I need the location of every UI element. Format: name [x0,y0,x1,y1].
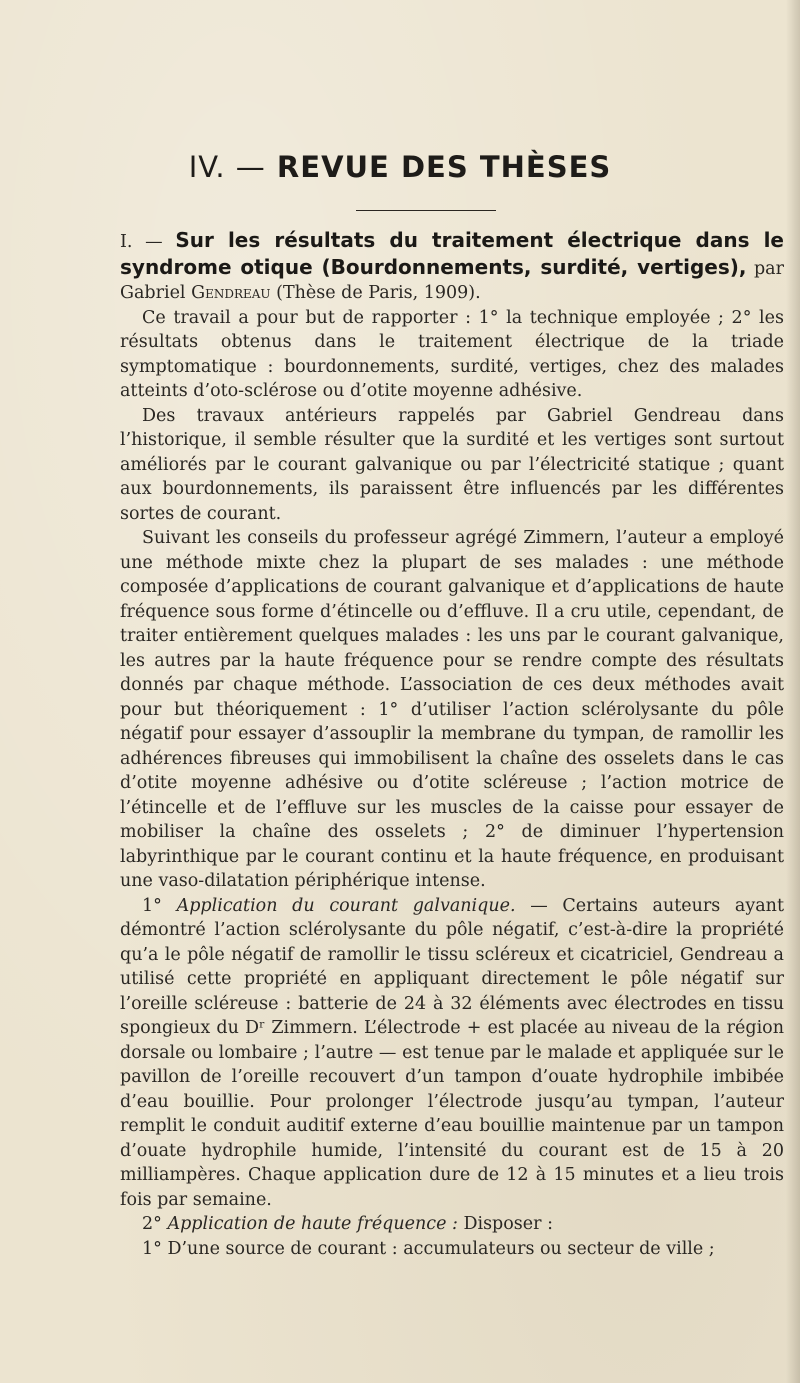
paragraph-method: Suivant les conseils du professeur agrégé Zimmern, l’auteur a employé une méthode mixte chez la plupart de ses malades : une méthode composée d’applications de courant galvanique et d’applications de haute fréquence sous forme d’étincelle ou d’effluve. Il a cru utile, cependant, de traiter entièrement quelques malades : les uns par le courant galvanique, les autres par la haute fréquence pour se rendre compte des résultats donnés par chaque méthode. L’association de ces deux méthodes avait pour but théoriquement : 1° d’utiliser l’action sclérolysante du pôle négatif pour essayer d’assouplir la membrane du tympan, de ramollir les adhérences fibreuses qui immobilisent la chaîne des osselets dans le cas d’otite moyenne adhésive ou d’otite scléreuse ; l’action motrice de l’étincelle et de l’effluve sur les muscles de la caisse pour essayer de mobiliser la chaîne des osselets ; 2° de diminuer l’hypertension labyrinthique par le courant continu et la haute fréquence, en produisant une vaso-dilatation périphérique intense. [120,528,784,891]
galvanic-text: — Certains auteurs ayant démontré l’action sclérolysante du pôle négatif, c’est-à-dire la propriété qu’a le pôle négatif de ramollir le tissu scléreux et cicatriciel, Gendreau a utilisé cette propriété en appliquant directement le pôle négatif sur l’oreille scléreuse : batterie de 24 à 32 éléments avec électrodes en tissu spongieux du Dʳ Zimmern. L’électrode + est placée au niveau de la région dorsale ou lombaire ; l’autre — est tenue par le malade et appliquée sur le pavillon de l’oreille recouvert d’un tampon d’ouate hydrophile imbibée d’eau bouillie. Pour prolonger l’électrode jusqu’au tympan, l’auteur remplit le conduit auditif externe d’eau bouillie maintenue par un tampon d’ouate hydrophile humide, l’intensité du courant est de 15 à 20 milliampères. Chaque application dure de 12 à 15 minutes et a lieu trois fois par semaine. [120,895,784,1210]
section-title [0,150,800,184]
article-heading [120,228,784,306]
title-rule [356,210,496,211]
byline-suffix: (Thèse de Paris, 1909). [276,283,481,303]
paragraph-intro: Ce travail a pour but de rapporter : 1° la technique employée ; 2° les résultats obtenus dans le traitement électrique de la triade symptomatique : bourdonnements, surdité, vertiges, chez des malades atteints d’oto-sclérose ou d’otite moyenne adhésive. [120,307,784,401]
author-surname: Gendreau [191,283,271,303]
high-freq-text: Disposer : [457,1214,553,1234]
article-body [120,228,784,1261]
section-title-text: REVUE DES THÈSES [276,150,612,184]
article-number: I. — [120,232,163,252]
section-number: IV. — [188,150,266,184]
galvanic-title: Application du courant galvanique. [176,895,516,916]
high-freq-title: Application de haute fréquence : [167,1214,458,1234]
paragraph-galvanic [120,894,784,1213]
high-freq-label: 2° [142,1214,168,1234]
paragraph-source: 1° D’une source de courant : accumulateurs ou secteur de ville ; [142,1238,715,1259]
page-edge-shadow [786,0,800,1383]
article-title: Sur les résultats du traitement électrique dans le syndrome otique (Bourdonnements, surdité, vertiges), [120,228,784,279]
paragraph-history: Des travaux antérieurs rappelés par Gabriel Gendreau dans l’historique, il semble résulter que la surdité et les vertiges sont surtout améliorés par le courant galvanique ou par l’électricité statique ; quant aux bourdonnements, ils paraissent être influencés par les différentes sortes de courant. [120,405,784,524]
galvanic-label: 1° [142,895,177,916]
byline-prefix: par Gabriel [120,258,784,303]
paragraph-high-frequency [120,1212,784,1237]
